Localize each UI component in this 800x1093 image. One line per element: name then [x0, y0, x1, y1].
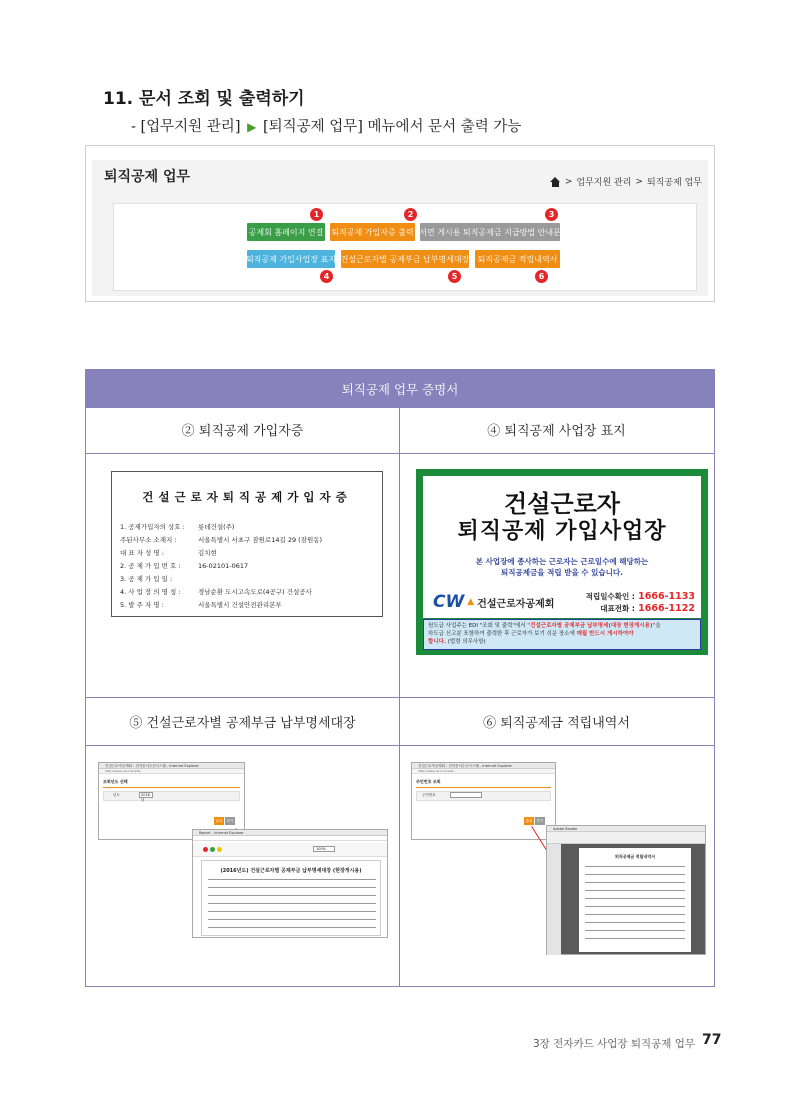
print-button[interactable]: 출력 [214, 817, 224, 825]
certificate-row: 5. 발 주 자 명 : 서울특별시 건설안전관리본부 [120, 601, 282, 609]
section-title: 11. 문서 조회 및 출력하기 [103, 89, 305, 109]
member-card-print-button[interactable]: 퇴직공제 가입자증 출력 [330, 223, 415, 241]
certificate-row: 4. 사 업 장 의 명 칭 : 경남순환 도시고속도로(4공구) 건설공사 [120, 588, 312, 596]
badge-2: 2 [404, 208, 417, 221]
footer-chapter: 3장 전자카드 사업장 퇴직공제 업무 [533, 1038, 696, 1050]
pdf-titlebar: Adobe Reader [547, 826, 705, 832]
homepage-link-button[interactable]: 공제회 홈페이지 연결 [247, 223, 325, 241]
badge-5: 5 [448, 270, 461, 283]
sign-heading-2: 퇴직공제 가입사업장 [457, 519, 667, 544]
triangle-arrow-icon: ▶ [247, 120, 257, 134]
window-url: http://www.cw.or.kr/edi/... [412, 769, 555, 774]
cell-label-member-card: ② 퇴직공제 가입자증 [181, 424, 304, 439]
breadcrumb-sep: > [564, 176, 573, 187]
cell-label-accrual-statement: ⑥ 퇴직공제금 적립내역서 [483, 716, 630, 731]
table-header: 퇴직공제 업무 증명서 [86, 370, 714, 407]
report-title: (2016년도) 건설근로자별 공제부금 납부명세대장 (현장게시용) [220, 868, 362, 874]
badge-3: 3 [545, 208, 558, 221]
certificate-row: 2. 공 제 가 입 번 호 : 16-02101-0617 [120, 562, 249, 570]
cell-label-workplace-sign: ④ 퇴직공제 사업장 표지 [487, 424, 626, 439]
phone-accrual: 적립일수확인 : 1666-1133 [585, 591, 695, 602]
home-icon[interactable] [550, 177, 561, 187]
query-section-title: 주민번호 조회 [416, 779, 441, 784]
zoom-select[interactable]: 100% [313, 846, 335, 852]
certificate-row: 3. 공 제 가 입 일 : [120, 575, 173, 583]
payment-guide-button[interactable]: 서면 게시용 퇴직공제금 지급방법 안내문 [420, 223, 560, 241]
retirement-panel-screenshot [85, 145, 715, 302]
ledger-report-window [192, 829, 388, 938]
id-label: 주민번호 [422, 793, 436, 797]
certificate-row: 주된사무소 소재지 : 서울특별시 서초구 잠원로14길 29 (잠원동) [120, 536, 323, 544]
accrual-pdf-viewer [546, 825, 706, 955]
subtitle-description: [퇴직공제 업무] 메뉴에서 문서 출력 가능 [262, 119, 522, 135]
print-button[interactable]: 출력 [524, 817, 534, 825]
pdf-toolbar [547, 832, 705, 844]
accrual-query-window [411, 762, 556, 840]
close-button[interactable]: 닫기 [225, 817, 235, 825]
window-titlebar: 건설근로자공제회 : 전자문서수신시스템 - Internet Explorer [99, 763, 244, 769]
button-group [113, 203, 697, 291]
query-section-title: 조회년도 선택 [103, 779, 128, 784]
report-titlebar: Report - Internet Explorer [193, 830, 387, 836]
certificate-table [85, 369, 715, 987]
cw-logo: CW ▲ 건설근로자공제회 [433, 592, 555, 612]
cell-label-payment-ledger: ⑤ 건설근로자별 공제부금 납부명세대장 [129, 716, 356, 731]
phone-main: 대표전화 : 1666-1122 [600, 603, 695, 614]
badge-1: 1 [310, 208, 323, 221]
year-select[interactable]: 2016년 [139, 792, 153, 798]
panel-inner [92, 160, 708, 296]
window-titlebar: 건설근로자공제회 : 전자문서수신시스템 - Internet Explorer [412, 763, 555, 769]
badge-6: 6 [535, 270, 548, 283]
breadcrumb-item-support[interactable]: 업무지원 관리 [576, 178, 632, 188]
breadcrumb-sep: > [635, 176, 643, 187]
certificate-row: 대 표 자 성 명 : 김치현 [120, 549, 217, 557]
section-subtitle [131, 115, 521, 136]
sign-board [423, 476, 701, 618]
badge-4: 4 [320, 270, 333, 283]
breadcrumb [550, 175, 702, 188]
report-toolbar [193, 843, 387, 857]
year-label: 년도 [113, 793, 120, 797]
certificate-title: 건설근로자퇴직공제가입자증 [142, 490, 352, 504]
close-button[interactable]: 닫기 [535, 817, 545, 825]
breadcrumb-item-retirement[interactable]: 퇴직공제 업무 [646, 178, 702, 188]
panel-title: 퇴직공제 업무 [104, 169, 191, 185]
member-certificate-image [111, 471, 383, 617]
id-input[interactable] [450, 792, 482, 798]
payment-ledger-button[interactable]: 건설근로자별 공제부금 납부명세대장 [341, 250, 469, 268]
sign-heading-1: 건설근로자 [504, 490, 620, 518]
subtitle-menu-path: - [업무지원 관리] [131, 119, 241, 135]
workplace-sign-button[interactable]: 퇴직공제 가입사업장 표지 [247, 250, 335, 268]
workplace-sign-image [416, 469, 708, 655]
sign-notice: 본 사업장에 종사하는 근로자는 근로일수에 해당하는 퇴직공제금을 적립 받을 수 있습니다. [475, 557, 649, 577]
certificate-row: 1. 공제가입자의 상호 : 롯데건설(주) [120, 523, 235, 531]
accrual-statement-button[interactable]: 퇴직공제금 적립내역서 [475, 250, 560, 268]
sign-bottom-notice: 원도급 사업주는 EDI "조회 및 출력"에서 "건설근로자별 공제부금 납부명세(대장 현장게시용)"을 하도급 신고분 포함하여 출력한 후 근로자가 보기 쉬운 장소에 매월 반드시 게시하여야 합니다. (법령 의무사항) [423, 619, 701, 650]
window-url: http://www.cw.or.kr/edi/... [99, 769, 244, 774]
pdf-title: 퇴직공제금 적립내역서 [614, 854, 656, 859]
pdf-page [579, 848, 691, 952]
page-number: 77 [702, 1032, 722, 1048]
